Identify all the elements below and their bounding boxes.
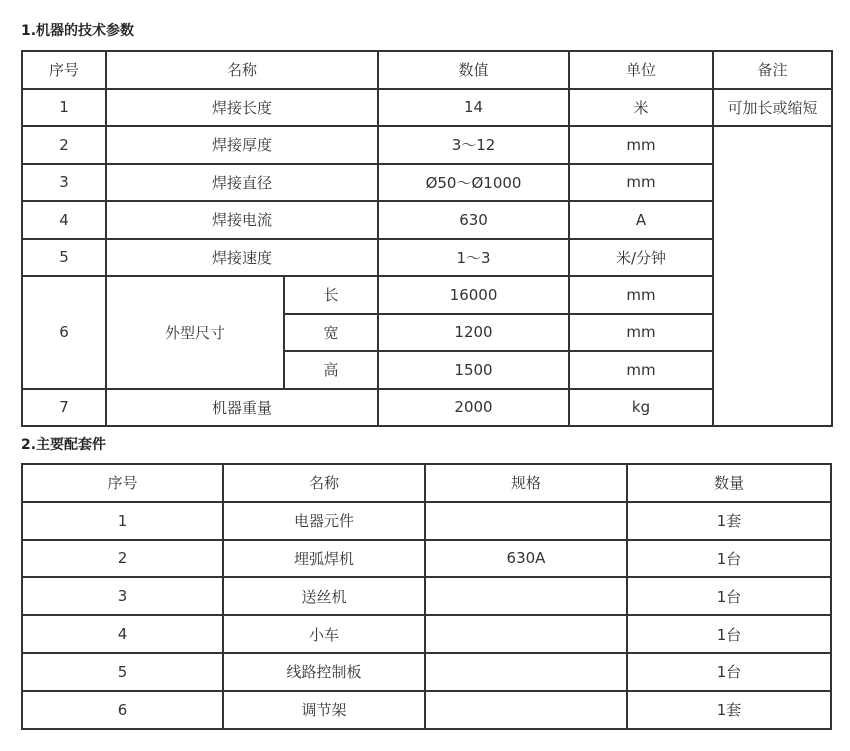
section-title-accessories: 2.主要配套件 <box>21 437 107 453</box>
row-spec <box>425 691 627 729</box>
row-no: 6 <box>22 691 223 729</box>
row-no: 6 <box>22 276 106 389</box>
row-unit: 米 <box>569 89 713 127</box>
row-unit: 米/分钟 <box>569 239 713 277</box>
row-spec <box>425 577 627 615</box>
row-name: 焊接直径 <box>106 164 378 202</box>
row-qty: 1台 <box>627 577 831 615</box>
row-spec: 630A <box>425 540 627 578</box>
header-no: 序号 <box>22 464 223 502</box>
row-no: 2 <box>22 126 106 164</box>
row-value: 3～12 <box>378 126 569 164</box>
row-name: 焊接厚度 <box>106 126 378 164</box>
row-value: 2000 <box>378 389 569 427</box>
table-row <box>22 389 832 427</box>
row-no: 1 <box>22 89 106 127</box>
row-name: 电器元件 <box>223 502 425 540</box>
table-row <box>22 239 832 277</box>
table-row <box>22 653 831 691</box>
remark-empty-cell <box>713 126 832 426</box>
header-name: 名称 <box>223 464 425 502</box>
row-no: 3 <box>22 577 223 615</box>
row-name: 外型尺寸 <box>106 276 284 389</box>
row-unit: mm <box>569 276 713 314</box>
row-qty: 1台 <box>627 653 831 691</box>
header-spec: 规格 <box>425 464 627 502</box>
table-row <box>22 201 832 239</box>
row-value: 1～3 <box>378 239 569 277</box>
row-name: 焊接速度 <box>106 239 378 277</box>
row-remark: 可加长或缩短 <box>713 89 832 127</box>
row-value: 630 <box>378 201 569 239</box>
row-value: 1200 <box>378 314 569 352</box>
row-name: 送丝机 <box>223 577 425 615</box>
row-no: 3 <box>22 164 106 202</box>
row-value: Ø50～Ø1000 <box>378 164 569 202</box>
row-unit: mm <box>569 126 713 164</box>
table-row <box>22 89 832 127</box>
row-qty: 1套 <box>627 502 831 540</box>
row-subname: 长 <box>284 276 378 314</box>
row-name: 焊接电流 <box>106 201 378 239</box>
row-name: 埋弧焊机 <box>223 540 425 578</box>
accessories-table <box>21 463 832 730</box>
row-name: 调节架 <box>223 691 425 729</box>
header-remark: 备注 <box>713 51 832 89</box>
table-row <box>22 577 831 615</box>
row-no: 1 <box>22 502 223 540</box>
row-qty: 1台 <box>627 540 831 578</box>
row-spec <box>425 615 627 653</box>
row-unit: mm <box>569 164 713 202</box>
header-no: 序号 <box>22 51 106 89</box>
section-title-technical-params: 1.机器的技术参数 <box>21 23 135 39</box>
table-header-row <box>22 51 832 89</box>
row-unit: mm <box>569 314 713 352</box>
table-row <box>22 691 831 729</box>
row-unit: A <box>569 201 713 239</box>
row-name: 小车 <box>223 615 425 653</box>
row-no: 5 <box>22 239 106 277</box>
row-spec <box>425 653 627 691</box>
header-unit: 单位 <box>569 51 713 89</box>
table-row <box>22 126 832 164</box>
row-value: 1500 <box>378 351 569 389</box>
row-qty: 1套 <box>627 691 831 729</box>
row-name: 线路控制板 <box>223 653 425 691</box>
row-value: 16000 <box>378 276 569 314</box>
row-name: 焊接长度 <box>106 89 378 127</box>
row-unit: mm <box>569 351 713 389</box>
row-name: 机器重量 <box>106 389 378 427</box>
technical-params-table <box>21 50 833 427</box>
row-no: 7 <box>22 389 106 427</box>
header-value: 数值 <box>378 51 569 89</box>
table-row <box>22 540 831 578</box>
row-no: 2 <box>22 540 223 578</box>
row-no: 4 <box>22 201 106 239</box>
header-name: 名称 <box>106 51 378 89</box>
table-row <box>22 615 831 653</box>
table-header-row <box>22 464 831 502</box>
row-no: 4 <box>22 615 223 653</box>
row-qty: 1台 <box>627 615 831 653</box>
table-row <box>22 502 831 540</box>
row-spec <box>425 502 627 540</box>
row-no: 5 <box>22 653 223 691</box>
row-value: 14 <box>378 89 569 127</box>
table-row <box>22 276 832 314</box>
row-unit: kg <box>569 389 713 427</box>
row-subname: 高 <box>284 351 378 389</box>
header-qty: 数量 <box>627 464 831 502</box>
table-row <box>22 164 832 202</box>
row-subname: 宽 <box>284 314 378 352</box>
